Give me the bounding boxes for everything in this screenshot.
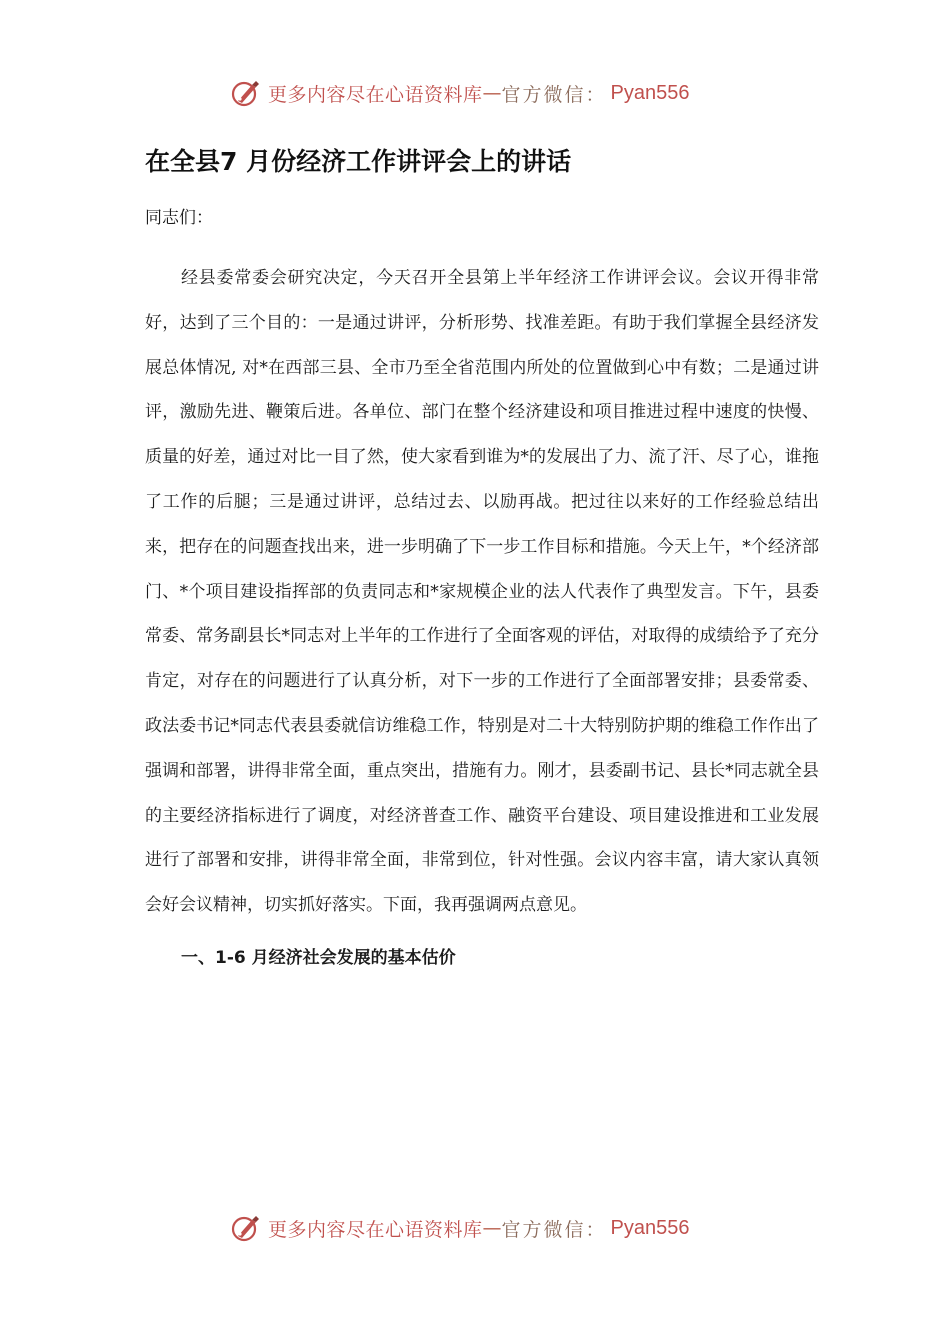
pen-logo-icon bbox=[230, 1212, 262, 1244]
salutation: 同志们： bbox=[145, 208, 213, 228]
banner-wechat-label: 官方微信： bbox=[501, 1218, 607, 1241]
pen-logo-icon bbox=[230, 77, 262, 109]
banner-brand-text: 更多内容尽在心语资料库 bbox=[268, 83, 483, 106]
header-watermark-banner bbox=[230, 73, 690, 113]
banner-separator: — bbox=[482, 82, 502, 104]
document-title: 在全县7 月份经济工作讲评会上的讲话 bbox=[145, 147, 572, 176]
section-heading: 一、1-6 月经济社会发展的基本估价 bbox=[181, 948, 456, 968]
footer-watermark-banner bbox=[230, 1208, 690, 1248]
banner-wechat-label: 官方微信： bbox=[501, 83, 607, 106]
banner-separator: — bbox=[482, 1217, 502, 1239]
body-paragraph: 经县委常委会研究决定，今天召开全县第上半年经济工作讲评会议。会议开得非常好，达到了三个目的：一是通过讲评，分析形势、找准差距。有助于我们掌握全县经济发展总体情况, 对*在西部三县、全市乃至全省范围内所处的位置做到心中有数；二是通过讲评，激励先进、鞭策后进。各单位、部门在整个经济建设和项目推进过程中速度的快慢、质量的好差，通过对比一目了然，使大家看到谁为*的发展出了力、流了汗、尽了心，谁拖了工作的后腿；三是通过讲评，总结过去、以励再战。把过往以来好的工作经验总结出来，把存在的问题查找出来，进一步明确了下一步工作目标和措施。今天上午，*个经济部门、*个项目建设指挥部的负责同志和*家规模企业的法人代表作了典型发言。下午，县委常委、常务副县长*同志对上半年的工作进行了全面客观的评估，对取得的成绩给予了充分肯定，对存在的问题进行了认真分析，对下一步的工作进行了全面部署安排；县委常委、政法委书记*同志代表县委就信访维稳工作，特别是对二十大特别防护期的维稳工作作出了强调和部署，讲得非常全面，重点突出，措施有力。刚才，县委副书记、县长*同志就全县的主要经济指标进行了调度，对经济普查工作、融资平台建设、项目建设推进和工业发展进行了部署和安排，讲得非常全面，非常到位，针对性强。会议内容丰富，请大家认真领会好会议精神，切实抓好落实。下面，我再强调两点意见。 bbox=[145, 268, 819, 916]
banner-wechat-id: Pyan556 bbox=[610, 1216, 690, 1239]
banner-wechat-id: Pyan556 bbox=[610, 81, 690, 104]
banner-brand-text: 更多内容尽在心语资料库 bbox=[268, 1218, 483, 1241]
